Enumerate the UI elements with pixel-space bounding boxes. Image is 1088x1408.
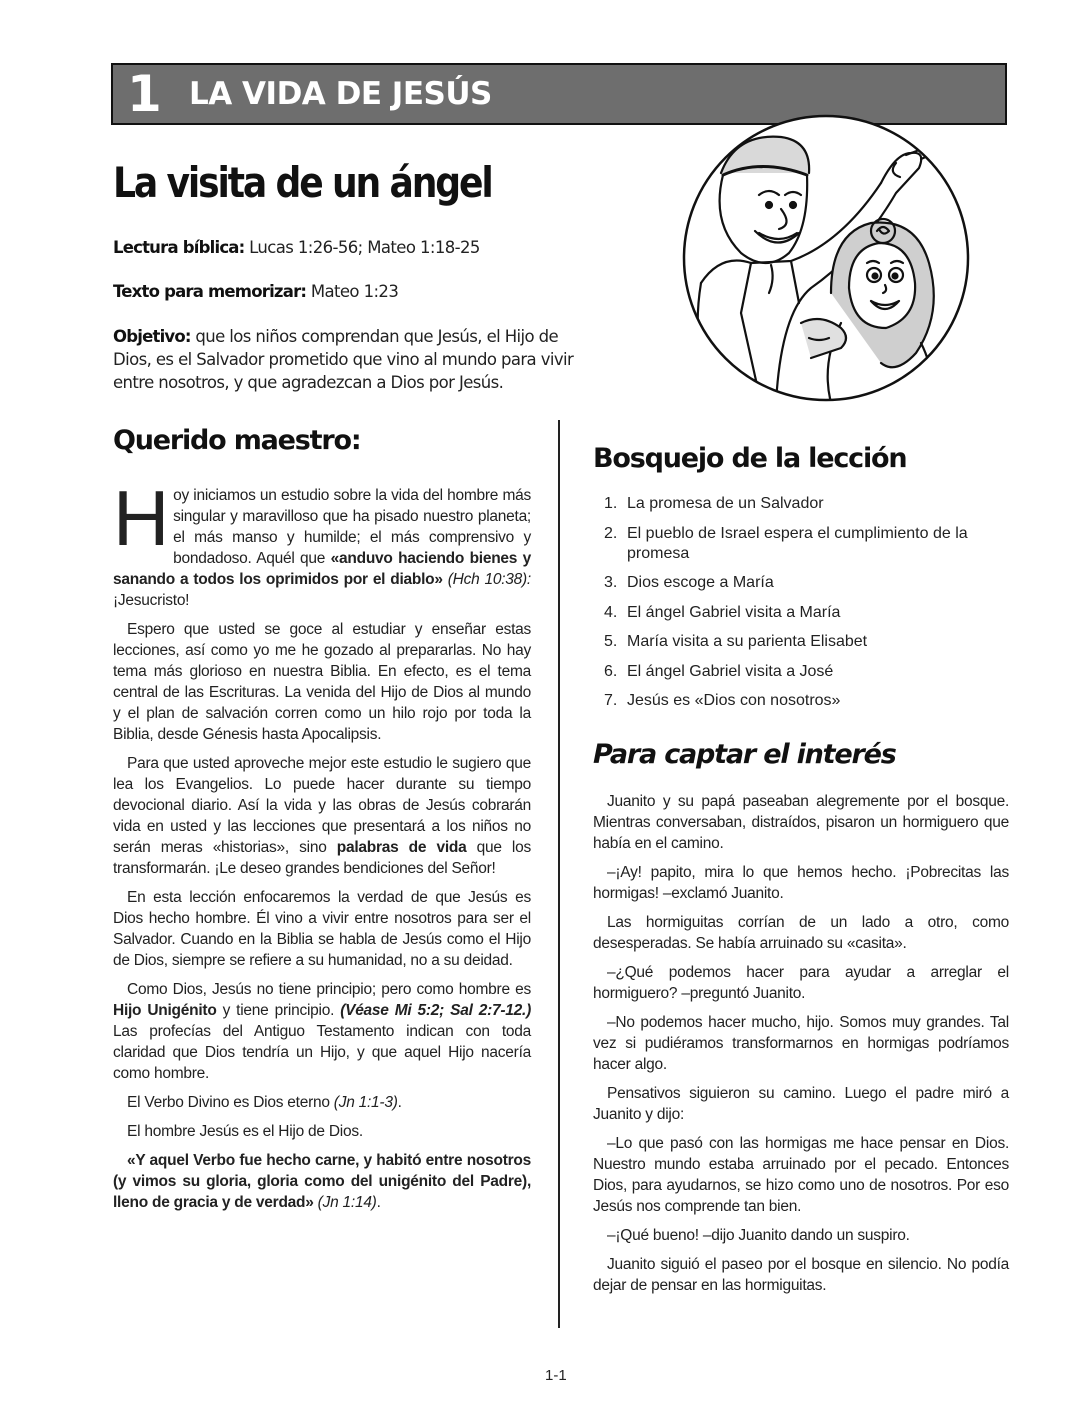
story-paragraph: Juanito y su papá paseaban alegremente por el bosque. Mientras conversaban, distraídos, pisaron un hormiguero que había en el camino. (593, 793, 1009, 852)
story-paragraph: Juanito siguió el paseo por el bosque en silencio. No podía dejar de pensar en las hormiguitas. (593, 1256, 1009, 1294)
teacher-paragraph: El Verbo Divino es Dios eterno (Jn 1:1-3). (127, 1094, 402, 1111)
reading-label: Lectura bíblica: (113, 238, 245, 257)
outline-item: 2. El pueblo de Israel espera el cumplimiento de la promesa (604, 524, 968, 562)
dear-teacher-heading: Querido maestro: (113, 425, 361, 456)
column-divider (558, 420, 560, 1328)
memory-verse-value: Mateo 1:23 (306, 282, 399, 301)
outline-item: 7. Jesús es «Dios con nosotros» (604, 692, 841, 709)
chapter-title: LA VIDA DE JESÚS (189, 76, 492, 112)
reading-value: Lucas 1:26-56; Mateo 1:18-25 (244, 238, 480, 257)
outline-item: 1. La promesa de un Salvador (604, 495, 824, 512)
outline-item: 3. Dios escoge a María (604, 574, 774, 591)
objective-value: que los niños comprendan que Jesús, el Hijo de Dios, es el Salvador prometido que vino al mundo para vivir entre nosotros, y que agradezcan a Dios por Jesús. (113, 327, 574, 392)
outline-item: 5. María visita a su parienta Elisabet (604, 633, 868, 650)
chapter-number: 1 (127, 65, 160, 123)
teacher-paragraph: Espero que usted se goce al estudiar y enseñar estas lecciones, así como yo me he gozado al prepararlas. No hay tema más glorioso en nuestra Biblia. En efecto, es el tema central de las Escrituras. La venida del Hijo de Dios al mundo y el plan de salvación corren como un hilo rojo por toda la Biblia, desde Génesis hasta Apocalipsis. (113, 621, 531, 743)
capture-interest-heading: Para captar el interés (593, 739, 896, 770)
lesson-title: La visita de un ángel (113, 158, 492, 207)
capture-interest-body (593, 791, 1009, 1304)
story-paragraph: –¿Qué podemos hacer para ayudar a arreglar el hormiguero? –preguntó Juanito. (593, 964, 1009, 1002)
dear-teacher-body (113, 474, 532, 1221)
outline-item: 4. El ángel Gabriel visita a María (604, 603, 841, 621)
story-paragraph: –No podemos hacer mucho, hijo. Somos muy grandes. Tal vez si pudiéramos transformarnos en hormigas podríamos hacer algo. (593, 1014, 1009, 1073)
story-paragraph: –¡Qué bueno! –dijo Juanito dando un suspiro. (607, 1227, 910, 1244)
reading-line (113, 238, 593, 257)
teacher-paragraph: El hombre Jesús es el Hijo de Dios. (127, 1123, 363, 1140)
angel-mary-illustration (681, 113, 971, 403)
outline-item: 6. El ángel Gabriel visita a José (604, 662, 834, 680)
teacher-paragraph: En esta lección enfocaremos la verdad de que Jesús es Dios hecho hombre. Él vino a vivir entre nosotros para ser el Salvador. Cuando en la Biblia se habla de Jesús como el Hijo de Dios, siempre se refiere a su humanidad, no a su deidad. (113, 889, 531, 969)
story-paragraph: –Lo que pasó con las hormigas me hace pensar en Dios. Nuestro mundo estaba arruinado por el pecado. Entonces Dios, para ayudarnos, se hizo como uno de nosotros. Por eso Jesús nos comprende tan bien. (593, 1135, 1009, 1215)
teacher-paragraph: Como Dios, Jesús no tiene principio; pero como hombre es Hijo Unigénito y tiene principio. (Véase Mi 5:2; Sal 2:7-12.) Las profecías del Antiguo Testamento indican con toda claridad que Dios tendría un Hijo, y que aquel Hijo nacería como hombre. (113, 981, 531, 1082)
story-paragraph: Las hormiguitas corrían de un lado a otro, como desesperadas. Se había arruinado su «casita». (593, 914, 1009, 952)
teacher-paragraph: «Y aquel Verbo fue hecho carne, y habitó entre nosotros (y vimos su gloria, gloria como del unigénito del Padre), lleno de gracia y de verdad» (Jn 1:14). (113, 1152, 531, 1211)
story-paragraph: Pensativos siguieron su camino. Luego el padre miró a Juanito y dijo: (593, 1085, 1009, 1123)
lesson-outline-heading: Bosquejo de la lección (593, 443, 907, 474)
page-number: 1-1 (545, 1367, 567, 1384)
teacher-paragraph: Para que usted aproveche mejor este estudio le sugiero que lea los Evangelios. Lo puede hacer durante su tiempo devocional diario. Así la vida y las obras de Jesús cobrarán vida en usted y las lecciones que presentará a los niños no serán meras «historias», sino palabras de vida que los transformarán. ¡Le deseo grandes bendiciones del Señor! (113, 755, 531, 877)
memory-verse-line (113, 282, 593, 301)
drop-cap: H (113, 474, 170, 562)
story-paragraph: –¡Ay! papito, mira lo que hemos hecho. ¡Pobrecitas las hormigas! –exclamó Juanito. (593, 864, 1009, 902)
objective-line (113, 325, 583, 394)
teacher-paragraph: Hoy iniciamos un estudio sobre la vida del hombre más singular y maravilloso que ha pisado nuestro planeta; el más manso y humilde; el más comprensivo y bondadoso. Aquél que «anduvo haciendo bienes y sanando a todos los oprimidos por el diablo» (Hch 10:38): ¡Jesucristo! (113, 474, 532, 609)
lesson-outline-list (604, 494, 1004, 721)
objective-label: Objetivo: (113, 327, 191, 346)
memory-verse-label: Texto para memorizar: (113, 282, 307, 301)
